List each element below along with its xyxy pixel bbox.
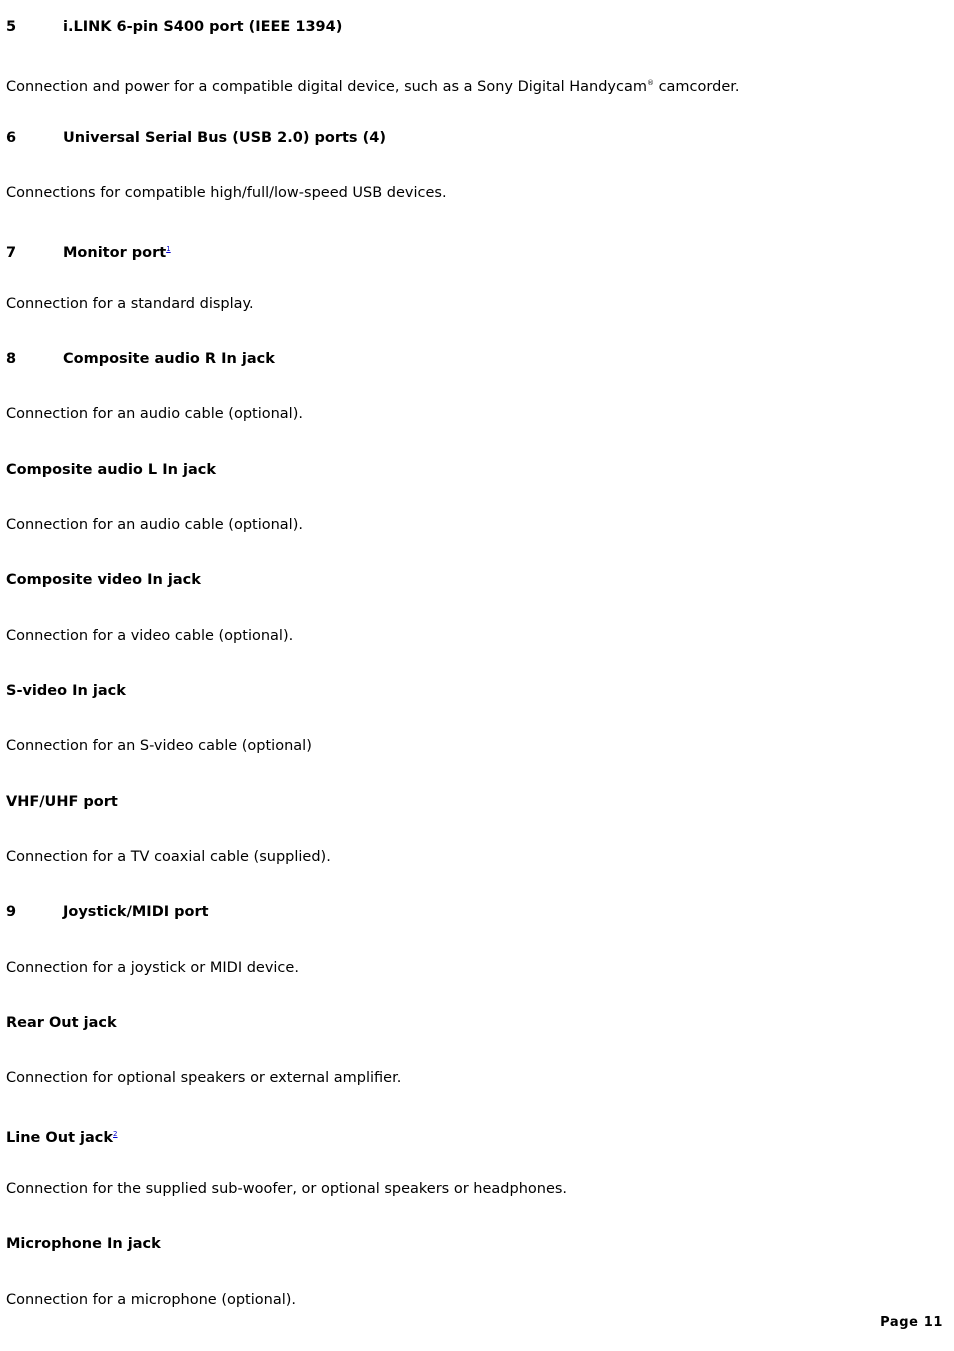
- microphone-description: Connection for a microphone (optional).: [6, 1292, 297, 1308]
- item-8-heading: [6, 349, 944, 369]
- item-title: Monitor port: [63, 244, 167, 261]
- rear-out-description: Connection for optional speakers or external amplifier.: [6, 1070, 402, 1086]
- item-8-description: Connection for an audio cable (optional).: [6, 406, 303, 422]
- item-6-description: Connections for compatible high/full/low-speed USB devices.: [6, 185, 447, 201]
- vhf-uhf-description: Connection for a TV coaxial cable (supplied).: [6, 849, 331, 865]
- item-number: 7: [6, 244, 17, 261]
- description-text-end: camcorder.: [653, 78, 740, 95]
- item-number: 6: [6, 130, 17, 146]
- footnote-link-1[interactable]: 1: [166, 245, 171, 253]
- microphone-heading: Microphone In jack: [6, 1236, 161, 1252]
- item-number: 5: [6, 19, 17, 35]
- s-video-description: Connection for an S-video cable (optional): [6, 738, 312, 754]
- item-title: Line Out jack: [6, 1129, 114, 1146]
- item-6-heading: [6, 128, 944, 148]
- vhf-uhf-heading: VHF/UHF port: [6, 794, 118, 810]
- audio-l-description: Connection for an audio cable (optional).: [6, 517, 303, 533]
- description-text: Connection and power for a compatible digital device, such as a Sony Digital Handycam: [6, 78, 647, 95]
- rear-out-heading: Rear Out jack: [6, 1015, 117, 1031]
- item-7-heading: [6, 239, 944, 263]
- item-title: Universal Serial Bus (USB 2.0) ports (4): [63, 130, 386, 146]
- item-7-description: Connection for a standard display.: [6, 296, 254, 312]
- audio-l-heading: Composite audio L In jack: [6, 462, 216, 478]
- item-number: 9: [6, 904, 17, 920]
- item-5-description: [6, 73, 944, 97]
- video-in-description: Connection for a video cable (optional).: [6, 628, 294, 644]
- item-9-heading: [6, 902, 944, 922]
- item-5-heading: [6, 17, 944, 37]
- registered-mark: ®: [646, 79, 654, 87]
- s-video-heading: S-video In jack: [6, 683, 126, 699]
- item-number: 8: [6, 351, 17, 367]
- video-in-heading: Composite video In jack: [6, 572, 201, 588]
- footnote-link-2[interactable]: 2: [113, 1130, 118, 1138]
- item-title: i.LINK 6-pin S400 port (IEEE 1394): [63, 19, 343, 35]
- line-out-description: Connection for the supplied sub-woofer, or optional speakers or headphones.: [6, 1181, 568, 1197]
- item-9-description: Connection for a joystick or MIDI device.: [6, 960, 299, 976]
- item-title: Joystick/MIDI port: [63, 904, 209, 920]
- page-number: Page 11: [880, 1315, 943, 1330]
- item-title: Composite audio R In jack: [63, 351, 275, 367]
- line-out-heading: [6, 1124, 944, 1148]
